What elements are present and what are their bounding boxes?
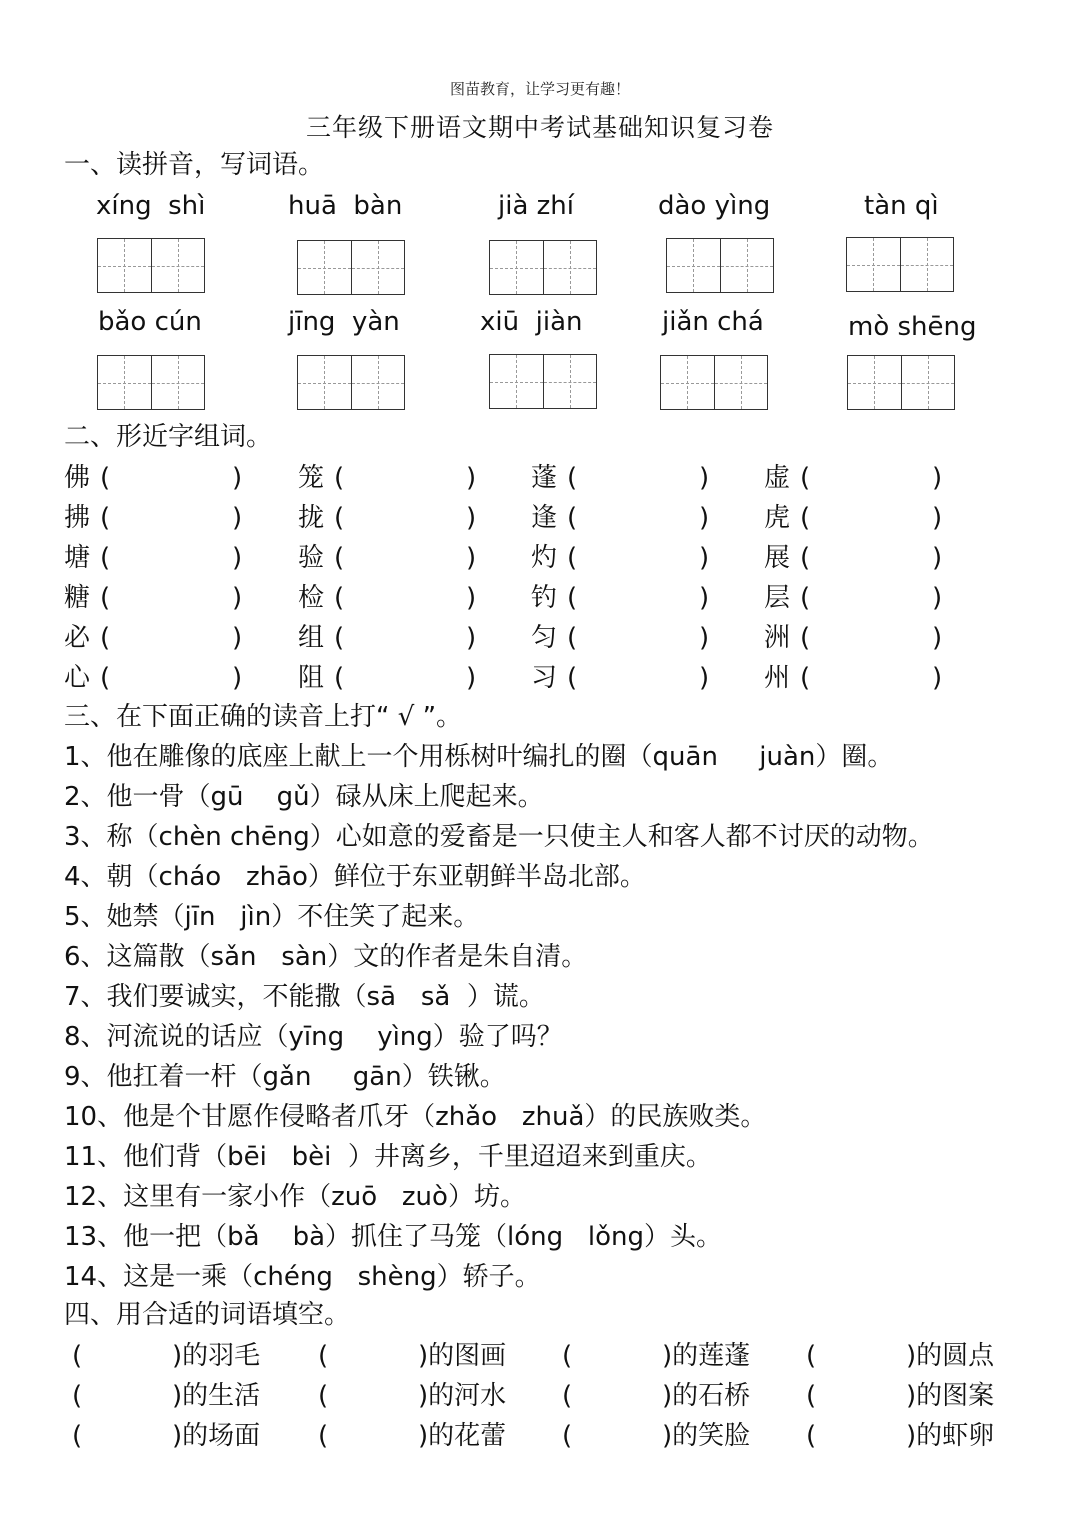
question-line: 5、她禁（jīn jìn）不住笑了起来。 xyxy=(64,902,480,932)
pinyin-label: huā bàn xyxy=(288,191,403,221)
character: 蓬 xyxy=(531,463,558,493)
open-paren: ( xyxy=(100,463,111,493)
character: 阻 xyxy=(298,663,325,693)
question-line: 4、朝（cháo zhāo）鲜位于东亚朝鲜半岛北部。 xyxy=(64,862,646,892)
question-line: 8、河流说的话应（yīng yìng）验了吗？ xyxy=(64,1022,563,1052)
character: 心 xyxy=(64,663,91,693)
close-paren: ) xyxy=(466,583,477,613)
character: 虎 xyxy=(764,503,791,533)
character: 组 xyxy=(298,623,325,653)
open-paren: ( xyxy=(334,623,345,653)
character: 佛 xyxy=(64,463,91,493)
open-paren: ( xyxy=(800,463,811,493)
character: 层 xyxy=(764,583,791,613)
close-paren: ) xyxy=(466,503,477,533)
character: 虚 xyxy=(764,463,791,493)
close-paren: ) xyxy=(932,503,943,533)
open-paren: ( xyxy=(562,1421,573,1451)
character: 笼 xyxy=(298,463,325,493)
close-paren: ) xyxy=(699,543,710,573)
character: 钓 xyxy=(531,583,558,613)
character: 展 xyxy=(764,543,791,573)
writing-grid[interactable] xyxy=(297,240,405,295)
close-paren: ) xyxy=(232,623,243,653)
character: 糖 xyxy=(64,583,91,613)
open-paren: ( xyxy=(100,663,111,693)
open-paren: ( xyxy=(567,503,578,533)
character: 匀 xyxy=(531,623,558,653)
writing-grid[interactable] xyxy=(489,240,597,295)
open-paren: ( xyxy=(100,503,111,533)
question-line: 9、他扛着一杆（gǎn gān）铁锹。 xyxy=(64,1062,506,1092)
fill-blank-suffix: )的场面 xyxy=(172,1421,261,1451)
writing-grid[interactable] xyxy=(847,355,955,410)
close-paren: ) xyxy=(932,623,943,653)
open-paren: ( xyxy=(800,623,811,653)
writing-grid[interactable] xyxy=(666,238,774,293)
character: 验 xyxy=(298,543,325,573)
character: 习 xyxy=(531,663,558,693)
open-paren: ( xyxy=(806,1381,817,1411)
character: 检 xyxy=(298,583,325,613)
open-paren: ( xyxy=(334,663,345,693)
close-paren: ) xyxy=(232,463,243,493)
close-paren: ) xyxy=(699,623,710,653)
fill-blank-suffix: )的图画 xyxy=(418,1341,507,1371)
fill-blank-suffix: )的虾卵 xyxy=(906,1421,995,1451)
character: 拢 xyxy=(298,503,325,533)
page-title: 三年级下册语文期中考试基础知识复习卷 xyxy=(305,113,774,142)
writing-grid[interactable] xyxy=(846,237,954,292)
close-paren: ) xyxy=(466,663,477,693)
question-line: 3、称（chèn chēng）心如意的爱畜是一只使主人和客人都不讨厌的动物。 xyxy=(64,822,934,852)
open-paren: ( xyxy=(334,543,345,573)
open-paren: ( xyxy=(100,583,111,613)
section1-heading: 一、读拼音，写词语。 xyxy=(64,150,325,180)
close-paren: ) xyxy=(466,463,477,493)
open-paren: ( xyxy=(567,663,578,693)
open-paren: ( xyxy=(562,1381,573,1411)
pinyin-label: jià zhí xyxy=(498,191,574,221)
character: 必 xyxy=(64,623,91,653)
open-paren: ( xyxy=(800,583,811,613)
question-line: 7、我们要诚实，不能撒（sā sǎ ）谎。 xyxy=(64,982,545,1012)
character: 洲 xyxy=(764,623,791,653)
section4-heading: 四、用合适的词语填空。 xyxy=(64,1300,351,1330)
question-line: 2、他一骨（gū gǔ）碌从床上爬起来。 xyxy=(64,782,544,812)
open-paren: ( xyxy=(806,1421,817,1451)
writing-grid[interactable] xyxy=(97,238,205,293)
question-line: 11、他们背（bēi bèi ）井离乡，千里迢迢来到重庆。 xyxy=(64,1142,712,1172)
fill-blank-suffix: )的图案 xyxy=(906,1381,995,1411)
fill-blank-suffix: )的河水 xyxy=(418,1381,507,1411)
question-line: 6、这篇散（sǎn sàn）文的作者是朱自清。 xyxy=(64,942,588,972)
open-paren: ( xyxy=(100,623,111,653)
character: 逢 xyxy=(531,503,558,533)
character: 灼 xyxy=(531,543,558,573)
close-paren: ) xyxy=(232,543,243,573)
pinyin-label: mò shēng xyxy=(848,312,977,342)
character: 州 xyxy=(764,663,791,693)
close-paren: ) xyxy=(232,583,243,613)
pinyin-label: bǎo cún xyxy=(98,307,202,337)
fill-blank-suffix: )的花蕾 xyxy=(418,1421,507,1451)
question-line: 12、这里有一家小作（zuō zuò）坊。 xyxy=(64,1182,526,1212)
close-paren: ) xyxy=(232,663,243,693)
close-paren: ) xyxy=(932,663,943,693)
open-paren: ( xyxy=(800,663,811,693)
question-line: 1、他在雕像的底座上献上一个用栎树叶编扎的圈（quān juàn）圈。 xyxy=(64,742,894,772)
open-paren: ( xyxy=(334,463,345,493)
fill-blank-suffix: )的莲蓬 xyxy=(662,1341,751,1371)
close-paren: ) xyxy=(932,543,943,573)
pinyin-label: jīng yàn xyxy=(288,307,400,337)
writing-grid[interactable] xyxy=(297,355,405,410)
pinyin-label: xíng shì xyxy=(96,191,206,221)
close-paren: ) xyxy=(699,663,710,693)
pinyin-label: dào yìng xyxy=(658,191,771,221)
close-paren: ) xyxy=(232,503,243,533)
writing-grid[interactable] xyxy=(660,355,768,410)
fill-blank-suffix: )的生活 xyxy=(172,1381,261,1411)
open-paren: ( xyxy=(562,1341,573,1371)
open-paren: ( xyxy=(334,583,345,613)
section3-heading: 三、在下面正确的读音上打“ √ ”。 xyxy=(64,702,463,732)
open-paren: ( xyxy=(806,1341,817,1371)
question-line: 13、他一把（bǎ bà）抓住了马笼（lóng lǒng）头。 xyxy=(64,1222,723,1252)
open-paren: ( xyxy=(567,543,578,573)
question-line: 14、这是一乘（chéng shèng）轿子。 xyxy=(64,1262,541,1292)
open-paren: ( xyxy=(800,543,811,573)
open-paren: ( xyxy=(100,543,111,573)
fill-blank-suffix: )的笑脸 xyxy=(662,1421,751,1451)
open-paren: ( xyxy=(318,1421,329,1451)
open-paren: ( xyxy=(567,463,578,493)
open-paren: ( xyxy=(72,1341,83,1371)
open-paren: ( xyxy=(318,1381,329,1411)
fill-blank-suffix: )的圆点 xyxy=(906,1341,995,1371)
close-paren: ) xyxy=(699,463,710,493)
open-paren: ( xyxy=(800,503,811,533)
close-paren: ) xyxy=(932,463,943,493)
character: 塘 xyxy=(64,543,91,573)
open-paren: ( xyxy=(318,1341,329,1371)
section2-heading: 二、形近字组词。 xyxy=(64,422,273,452)
pinyin-label: jiǎn chá xyxy=(662,307,764,337)
character: 拂 xyxy=(64,503,91,533)
open-paren: ( xyxy=(72,1421,83,1451)
close-paren: ) xyxy=(699,503,710,533)
pinyin-label: tàn qì xyxy=(864,191,939,221)
close-paren: ) xyxy=(466,543,477,573)
close-paren: ) xyxy=(699,583,710,613)
open-paren: ( xyxy=(567,623,578,653)
pinyin-label: xiū jiàn xyxy=(480,307,583,337)
close-paren: ) xyxy=(932,583,943,613)
open-paren: ( xyxy=(334,503,345,533)
close-paren: ) xyxy=(466,623,477,653)
question-line: 10、他是个甘愿作侵略者爪牙（zhǎo zhuǎ）的民族败类。 xyxy=(64,1102,767,1132)
writing-grid[interactable] xyxy=(489,354,597,409)
fill-blank-suffix: )的羽毛 xyxy=(172,1341,261,1371)
open-paren: ( xyxy=(567,583,578,613)
fill-blank-suffix: )的石桥 xyxy=(662,1381,751,1411)
watermark: 图苗教育，让学习更有趣！ xyxy=(449,80,630,98)
open-paren: ( xyxy=(72,1381,83,1411)
writing-grid[interactable] xyxy=(97,355,205,410)
